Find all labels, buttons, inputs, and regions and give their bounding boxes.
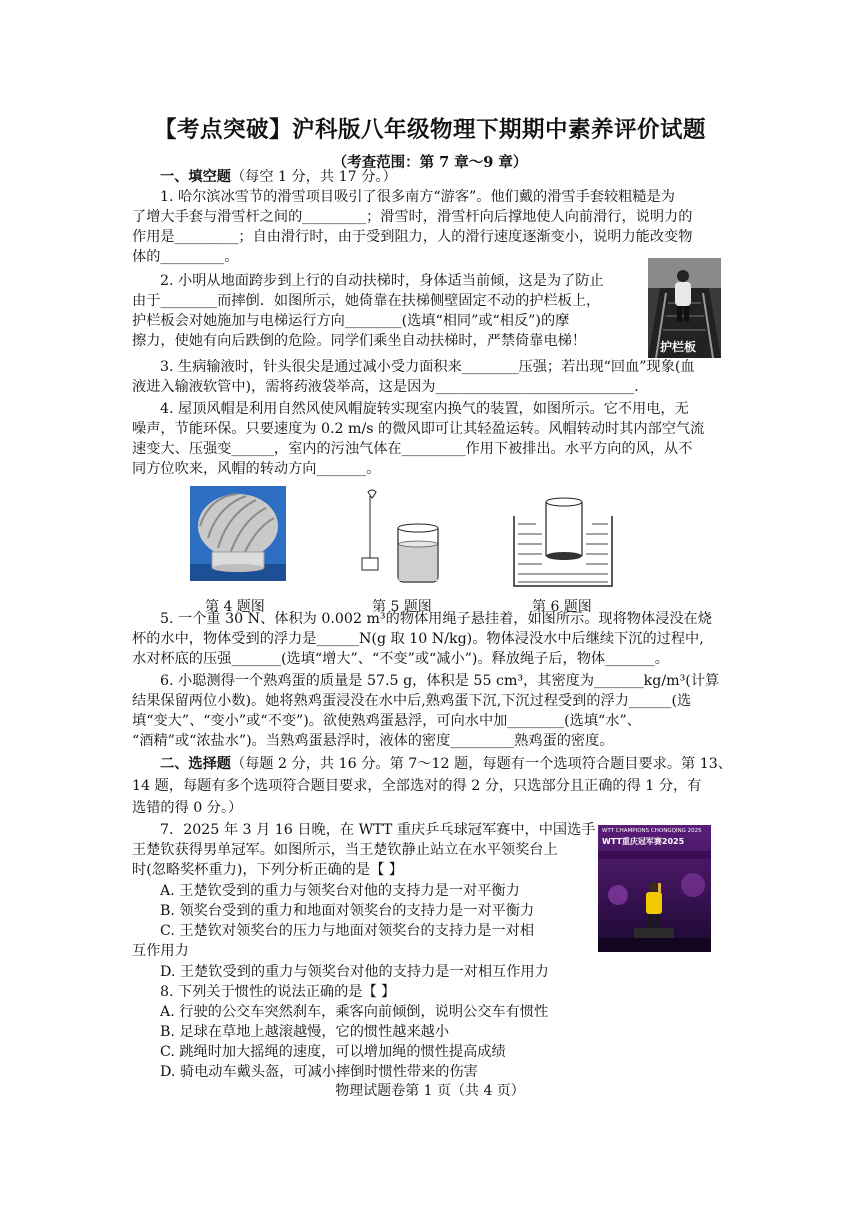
- text-line: C. 跳绳时加大摇绳的速度，可以增加绳的惯性提高成绩: [160, 1044, 506, 1060]
- text-line: 3. 生病输液时，针头很尖是通过减小受力面积来________压强；若出现“回血”现象(血: [160, 359, 695, 375]
- text-line: 了增大手套与滑雪杆之间的_________；滑雪时，滑雪杆向后撑地使人向前滑行，说明力的: [132, 209, 693, 225]
- escalator-label: 护栏板: [660, 340, 697, 354]
- text-line: B. 领奖台受到的重力和地面对领奖台的支持力是一对平衡力: [160, 903, 535, 919]
- text-line: B. 足球在草地上越滚越慢，它的惯性越来越小: [160, 1024, 450, 1040]
- text-line: 1. 哈尔滨冰雪节的滑雪项目吸引了很多南方“游客”。他们戴的滑雪手套较粗糙是为: [160, 189, 675, 205]
- text-line: 同方位吹来，风帽的转动方向_______。: [132, 461, 381, 477]
- text-line: A. 王楚钦受到的重力与领奖台对他的支持力是一对平衡力: [160, 883, 520, 899]
- text-line: 填“变大”、“变小”或“不变”)。欲使熟鸡蛋悬浮，可向水中加________(选填“水”、: [132, 713, 641, 729]
- roof-ventilator-photo: [190, 486, 286, 581]
- text-line: 8. 下列关于惯性的说法正确的是【 】: [160, 984, 396, 1000]
- wtt-banner-line1: WTT CHAMPIONS CHONGQING 2025: [602, 828, 702, 834]
- text-line: 体的_________。: [132, 249, 239, 265]
- text-line: 由于________而摔倒．如图所示，她倚靠在扶梯侧壁固定不动的护栏板上，: [132, 293, 601, 309]
- award-ceremony-photo: [598, 825, 711, 952]
- text-line: 水对杯底的压强_______(选填“增大”、“不变”或“减小”)。释放绳子后，物体_______。: [132, 651, 669, 667]
- text-line: 杯的水中，物体受到的浮力是______N(g 取 10 N/kg)。物体浸没水中后继续下沉的过程中,: [132, 631, 704, 647]
- text-line: 7．2025 年 3 月 16 日晚，在 WTT 重庆乒乓球冠军赛中，中国选手: [160, 822, 596, 838]
- wtt-banner-line2: WTT重庆冠军赛2025: [602, 837, 685, 846]
- text-line: 结果保留两位小数)。她将熟鸡蛋浸没在水中后,熟鸡蛋下沉,下沉过程受到的浮力______(选: [132, 693, 692, 709]
- text-line: 护栏板会对她施加与电梯运行方向________(选填“相同”或“相反”)的摩: [132, 313, 570, 329]
- text-line: 噪声，节能环保。只要速度为 0.2 m/s 的微风即可让其轻盈运转。风帽转动时其内部空气流: [132, 421, 705, 437]
- figure-caption-6: 第 6 题图: [532, 599, 592, 615]
- text-line: 王楚钦获得男单冠军。如图所示，当王楚钦静止站立在水平领奖台上: [132, 842, 558, 858]
- page-footer: 物理试题卷第 1 页（共 4 页）: [335, 1083, 525, 1099]
- text-line: 6. 小聪测得一个熟鸡蛋的质量是 57.5 g，体积是 55 cm³，其密度为_______kg/m³(计算: [160, 673, 720, 689]
- tube-in-liquid-diagram: [512, 494, 614, 588]
- text-line: 时(忽略奖杯重力)，下列分析正确的是【 】: [132, 862, 403, 878]
- figure-caption-4: 第 4 题图: [205, 599, 265, 615]
- text-line: 液进入输液软管中)，需将药液袋举高，这是因为____________________________.: [132, 379, 639, 395]
- text-line: 一、填空题（每空 1 分，共 17 分。）: [160, 169, 397, 185]
- text-line: 二、选择题（每题 2 分，共 16 分。第 7～12 题，每题有一个选项符合题目要求。第 13、: [160, 756, 732, 772]
- text-line: 互作用力: [132, 943, 189, 959]
- text-line: 擦力，使她有向后跌倒的危险。同学们乘坐自动扶梯时，严禁倚靠电梯！: [132, 333, 587, 349]
- text-line: C. 王楚钦对领奖台的压力与地面对领奖台的支持力是一对相: [160, 923, 535, 939]
- text-line: 5. 一个重 30 N、体积为 0.002 m³的物体用绳子悬挂着，如图所示。现将物体浸没在烧: [160, 611, 712, 627]
- text-line: A. 行驶的公交车突然刹车，乘客向前倾倒，说明公交车有惯性: [160, 1004, 549, 1020]
- text-line: 4. 屋顶风帽是利用自然风使风帽旋转实现室内换气的装置，如图所示。它不用电，无: [160, 401, 689, 417]
- text-line: 速变大、压强变______，室内的污浊气体在_________作用下被排出。水平方向的风，从不: [132, 441, 693, 457]
- text-line: D. 王楚钦受到的重力与领奖台对他的支持力是一对相互作用力: [160, 964, 549, 980]
- hanging-object-diagram: [352, 486, 442, 586]
- text-line: D. 骑电动车戴头盔，可减小摔倒时惯性带来的伤害: [160, 1064, 478, 1080]
- text-line: 2. 小明从地面跨步到上行的自动扶梯时，身体适当前倾，这是为了防止: [160, 273, 604, 289]
- text-line: “酒精”或“浓盐水”)。当熟鸡蛋悬浮时，液体的密度_________熟鸡蛋的密度。: [132, 733, 614, 749]
- figure-caption-5: 第 5 题图: [372, 599, 432, 615]
- escalator-photo: [648, 258, 721, 358]
- text-line: 选错的得 0 分。）: [132, 800, 243, 816]
- text-line: 14 题，每题有多个选项符合题目要求，全部选对的得 2 分，只选部分且正确的得 1 分，有: [132, 778, 702, 794]
- page-title: 【考点突破】沪科版八年级物理下期期中素养评价试题: [153, 117, 706, 143]
- text-line: 作用是_________；自由滑行时，由于受到阻力，人的滑行速度逐渐变小，说明力能改变物: [132, 229, 693, 245]
- page-subtitle: （考查范围：第 7 章～9 章）: [332, 154, 528, 171]
